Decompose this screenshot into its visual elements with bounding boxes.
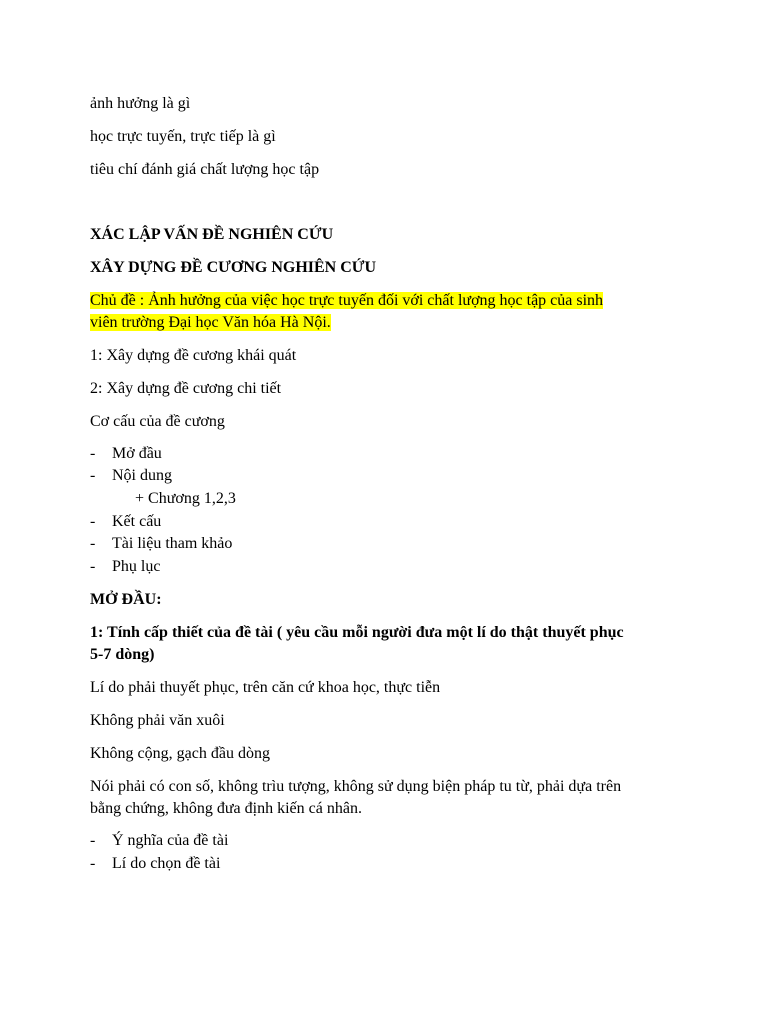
list-dash: - [90,445,96,462]
note-1: Lí do phải thuyết phục, trên căn cứ khoa học, thực tiễn [90,679,441,696]
list-item-label: Mở đầu [112,445,162,462]
list-item-noi-dung [90,465,172,487]
urgency-heading-line-1: 1: Tính cấp thiết của đề tài ( yêu cầu mỗi người đưa một lí do thật thuyết phục [90,624,624,641]
list-item-li-do [90,853,221,875]
note-4-line-1: Nói phải có con số, không trìu tượng, không sử dụng biện pháp tu từ, phải dựa trên [90,778,622,795]
heading-research-problem: XÁC LẬP VẤN ĐỀ NGHIÊN CỨU [90,226,334,243]
list-dash: - [90,832,96,849]
list-item-label: Ý nghĩa của đề tài [112,832,229,849]
note-3: Không cộng, gạch đầu dòng [90,745,270,762]
intro-line-1: ảnh hưởng là gì [90,95,191,112]
intro-line-3: tiêu chí đánh giá chất lượng học tập [90,161,320,178]
list-dash: - [90,855,96,872]
list-item-y-nghia [90,830,229,852]
list-dash: - [90,467,96,484]
list-dash: - [90,535,96,552]
intro-line-2: học trực tuyến, trực tiếp là gì [90,128,276,145]
section-heading-mo-dau: MỞ ĐẦU: [90,591,162,608]
list-item-mo-dau [90,443,162,465]
topic-line-1 [90,290,603,312]
topic-line-2 [90,312,331,334]
list-item-label: Phụ lục [112,558,161,575]
note-4-line-2: bằng chứng, không đưa định kiến cá nhân. [90,800,362,817]
list-item-ket-cau [90,511,162,533]
topic-highlight-1: Chủ đề : Ảnh hưởng của việc học trực tuyến đối với chất lượng học tập của sinh [90,292,604,309]
heading-research-outline: XÂY DỰNG ĐỀ CƯƠNG NGHIÊN CỨU [90,259,377,276]
list-dash: - [90,558,96,575]
list-item-tai-lieu [90,533,233,555]
note-2: Không phải văn xuôi [90,712,225,729]
list-item-label: Nội dung [112,467,172,484]
list-item-label: Kết cấu [112,513,162,530]
step-1: 1: Xây dựng đề cương khái quát [90,347,297,364]
list-item-phu-luc [90,556,161,578]
urgency-heading-line-2: 5-7 dòng) [90,646,155,663]
topic-highlight-2: viên trường Đại học Văn hóa Hà Nội. [90,314,331,331]
step-2: 2: Xây dựng đề cương chi tiết [90,380,282,397]
list-item-label: Lí do chọn đề tài [112,855,221,872]
structure-title: Cơ cấu của đề cương [90,413,225,430]
list-dash: - [90,513,96,530]
list-item-label: Tài liệu tham khảo [112,535,233,552]
list-subitem-chuong: + Chương 1,2,3 [135,490,236,507]
